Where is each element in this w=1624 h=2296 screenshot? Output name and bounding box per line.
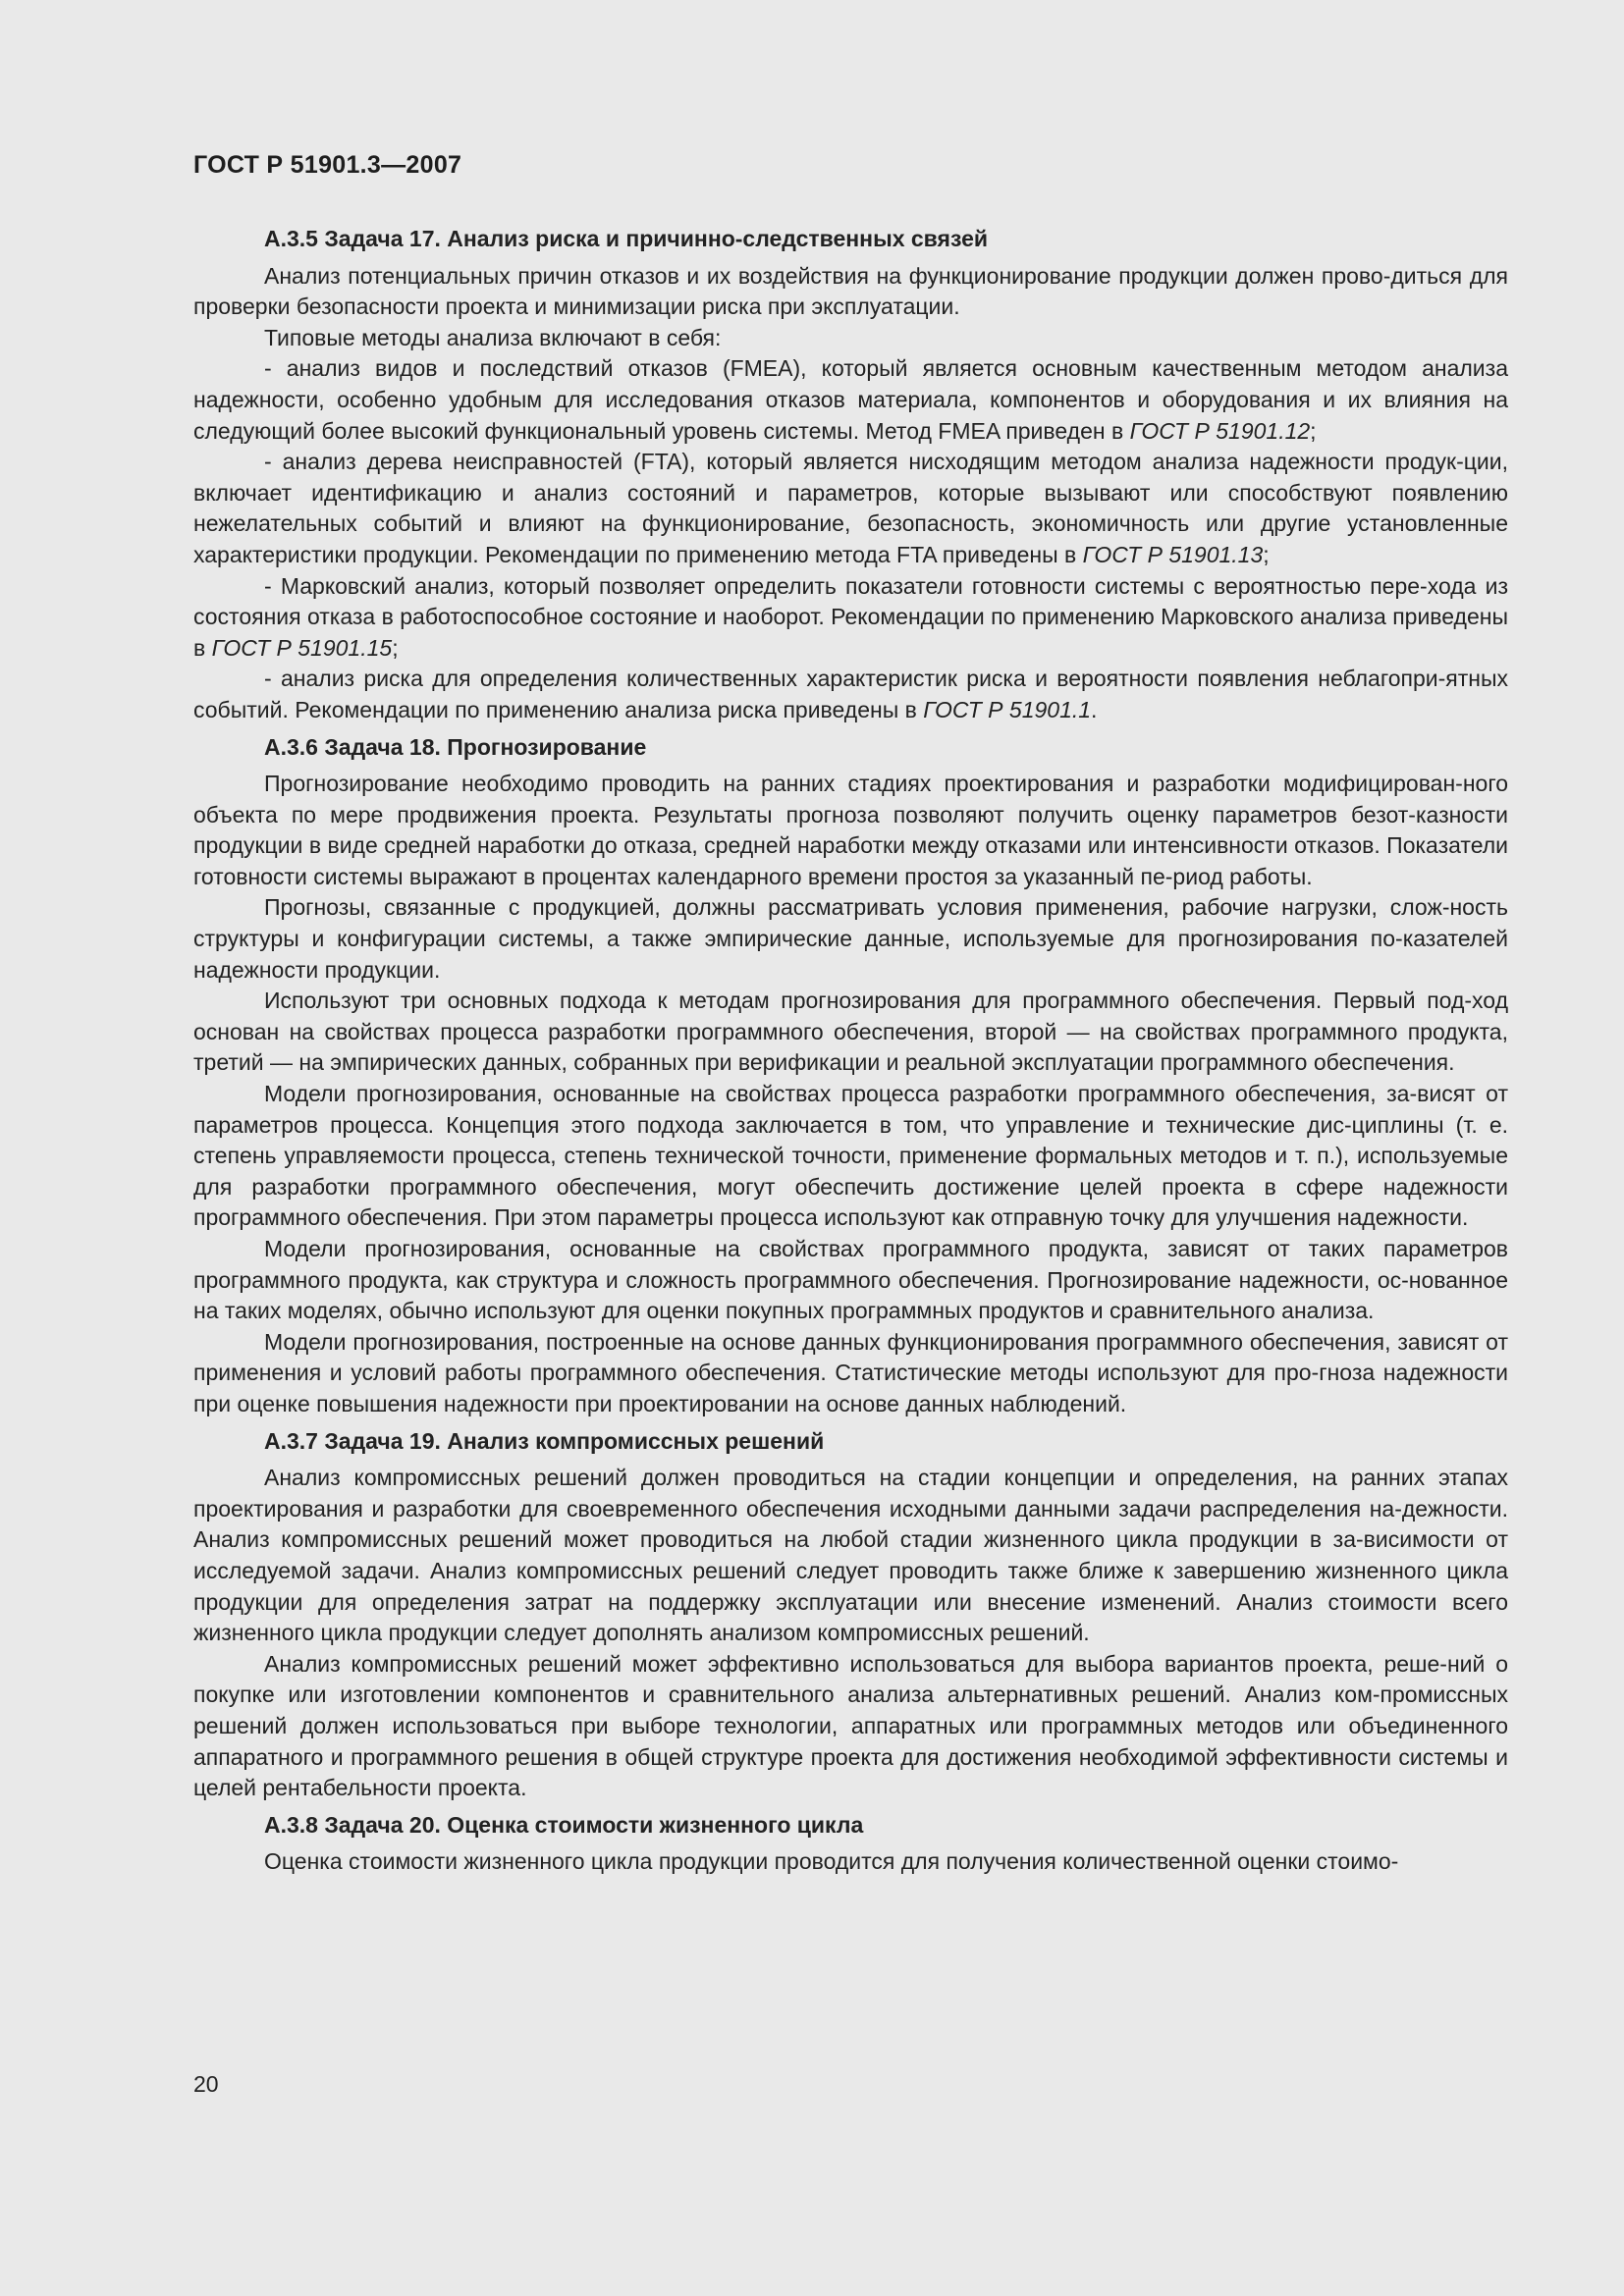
standard-reference: ГОСТ Р 51901.12 — [1129, 417, 1311, 444]
standard-reference: ГОСТ Р 51901.1 — [923, 696, 1092, 722]
list-item-text: - анализ видов и последствий отказов (FMEA), который является основным качественным методом анализа надежности, особенно удобным для исследования отказов материала, компонентов и оборудования и их влияния на следующий более высокий функциональный уровень системы. Метод FMEA приведен в — [193, 355, 1508, 444]
paragraph: Оценка стоимости жизненного цикла продукции проводится для получения количественной оценки стоимо- — [264, 1848, 1399, 1875]
paragraph: Модели прогнозирования, основанные на свойствах процесса разработки программного обеспечения, за-висят от параметров процесса. Концепция этого подхода заключается в том, что управление и технические дис-циплины (т. е. степень управляемости процесса, степень технической точности, применение формальных методов и т. п.), используемые для разработки программного обеспечения, могут обеспечить достижение целей проекта в сфере надежности программного обеспечения. При этом параметры процесса используют как отправную точку для улучшения надежности. — [193, 1081, 1508, 1231]
paragraph: Анализ компромиссных решений может эффективно использоваться для выбора вариантов проекта, реше-ний о покупке или изготовлении компонентов и сравнительного анализа альтернативных решений. Анализ ком-промиссных решений должен использоваться при выборе технологии, аппаратных или программных методов или объединенного аппаратного и программного решения в общей структуре проекта для достижения необходимой эффективности системы и целей рентабельности проекта. — [193, 1650, 1508, 1801]
list-item-text: - Марковский анализ, который позволяет определить показатели готовности системы с вероятностью пере-хода из состояния отказа в работоспособное состояние и наоборот. Рекомендации по применению Марковского анализа приведены в — [193, 572, 1508, 661]
list-item-punctuation: . — [1091, 696, 1098, 722]
list-item-punctuation: ; — [1263, 541, 1270, 567]
page-number: 20 — [193, 2071, 219, 2097]
document-body — [193, 224, 1508, 1878]
section-heading-a35: А.3.5 Задача 17. Анализ риска и причинно-следственных связей — [264, 226, 988, 251]
standard-reference: ГОСТ Р 51901.15 — [211, 634, 393, 661]
paragraph: Прогнозирование необходимо проводить на ранних стадиях проектирования и разработки модифицирован-ного объекта по мере продвижения проекта. Результаты прогноза позволяют получить оценку параметров безот-казности продукции в виде средней наработки до отказа, средней наработки между отказами или интенсивности отказов. Показатели готовности системы выражают в процентах календарного времени простоя за указанный пе-риод работы. — [193, 771, 1508, 889]
paragraph: Типовые методы анализа включают в себя: — [264, 324, 722, 350]
paragraph: Анализ потенциальных причин отказов и их воздействия на функционирование продукции должен прово-диться для проверки безопасности проекта и минимизации риска при эксплуатации. — [193, 262, 1508, 320]
document-header: ГОСТ Р 51901.3—2007 — [193, 151, 462, 179]
list-item — [193, 571, 1508, 665]
standard-reference: ГОСТ Р 51901.13 — [1082, 541, 1264, 567]
list-item — [193, 353, 1508, 447]
list-item-punctuation: ; — [392, 634, 399, 661]
paragraph: Используют три основных подхода к методам прогнозирования для программного обеспечения. Первый под-ход основан на свойствах процесса разработки программного обеспечения, второй — на свойствах программного продукта, третий — на эмпирических данных, собранных при верификации и реальной эксплуатации программного обеспечения. — [193, 988, 1508, 1076]
list-item-punctuation: ; — [1310, 417, 1317, 444]
paragraph: Прогнозы, связанные с продукцией, должны рассматривать условия применения, рабочие нагрузки, слож-ность структуры и конфигурации системы, а также эмпирические данные, используемые для прогнозирования по-казателей надежности продукции. — [193, 894, 1508, 983]
paragraph: Анализ компромиссных решений должен проводиться на стадии концепции и определения, на ранних этапах проектирования и разработки для своевременного обеспечения исходными данными задачи распределения на-дежности. Анализ компромиссных решений может проводиться на любой стадии жизненного цикла продукции в за-висимости от исследуемой задачи. Анализ компромиссных решений следует проводить также ближе к завершению жизненного цикла продукции для определения затрат на поддержку эксплуатации или внесение изменений. Анализ стоимости всего жизненного цикла продукции следует дополнять анализом компромиссных решений. — [193, 1465, 1508, 1646]
list-item-text: - анализ дерева неисправностей (FTA), который является нисходящим методом анализа надежности продук-ции, включает идентификацию и анализ состояний и параметров, которые вызывают или способствуют появлению нежелательных событий и влияют на функционирование, безопасность, экономичность или другие установленные характеристики продукции. Рекомендации по применению метода FTA приведены в — [193, 449, 1508, 567]
list-item-text: - анализ риска для определения количественных характеристик риска и вероятности появления неблагопри-ятных событий. Рекомендации по применению анализа риска приведены в — [193, 666, 1508, 722]
section-heading-a38: А.3.8 Задача 20. Оценка стоимости жизненного цикла — [264, 1811, 864, 1838]
section-heading-a36: А.3.6 Задача 18. Прогнозирование — [264, 733, 647, 760]
section-heading-a37: А.3.7 Задача 19. Анализ компромиссных решений — [264, 1427, 825, 1454]
list-item — [193, 447, 1508, 570]
paragraph: Модели прогнозирования, основанные на свойствах программного продукта, зависят от таких параметров программного продукта, как структура и сложность программного обеспечения. Прогнозирование надежности, ос-нованное на таких моделях, обычно используют для оценки покупных программных продуктов и сравнительного анализа. — [193, 1236, 1508, 1324]
paragraph: Модели прогнозирования, построенные на основе данных функционирования программного обеспечения, зависят от применения и условий работы программного обеспечения. Статистические методы используют для про-гноза надежности при оценке повышения надежности при проектировании на основе данных наблюдений. — [193, 1328, 1508, 1416]
list-item — [193, 664, 1508, 725]
